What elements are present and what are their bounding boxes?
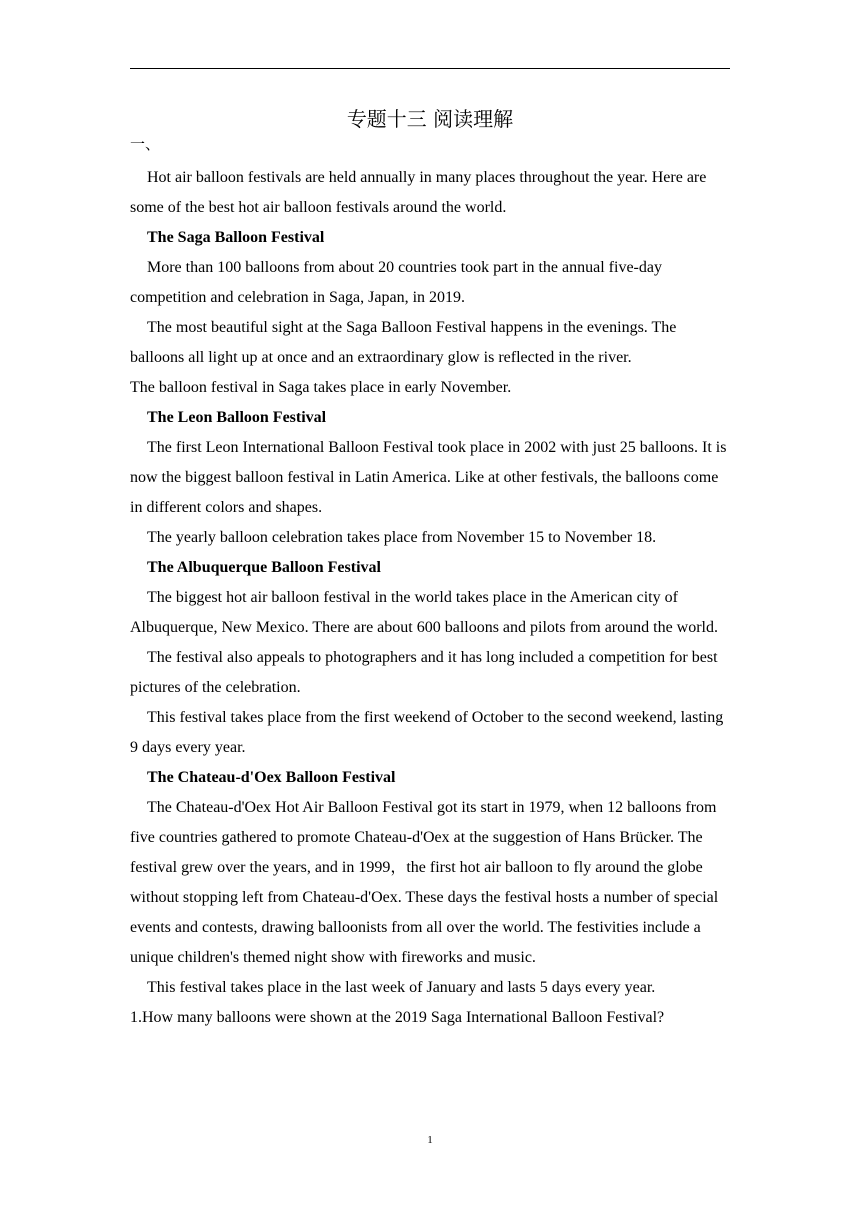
header-rule (130, 68, 730, 69)
paragraph: The yearly balloon celebration takes place from November 15 to November 18. (147, 529, 657, 546)
heading-leon: The Leon Balloon Festival (147, 409, 327, 426)
paragraph: This festival takes place in the last week of January and lasts 5 days every year. (147, 979, 656, 996)
question-1: 1.How many balloons were shown at the 2019 Saga International Balloon Festival? (130, 1009, 665, 1026)
paragraph: The most beautiful sight at the Saga Balloon Festival happens in the evenings. The balloons all light up at once and an extraordinary glow is reflected in the river. (130, 319, 677, 366)
paragraph: The biggest hot air balloon festival in the world takes place in the American city of Albuquerque, New Mexico. There are about 600 balloons and pilots from around the world. (130, 589, 718, 636)
section-label: 一、 (130, 135, 161, 153)
heading-albuquerque: The Albuquerque Balloon Festival (147, 559, 381, 576)
paragraph: This festival takes place from the first weekend of October to the second weekend, lasting 9 days every year. (130, 709, 724, 756)
paragraph: The balloon festival in Saga takes place in early November. (130, 379, 512, 396)
heading-chateau-doex: The Chateau-d'Oex Balloon Festival (147, 769, 396, 786)
page-title: 专题十三 阅读理解 (346, 107, 514, 131)
heading-saga: The Saga Balloon Festival (147, 229, 325, 246)
paragraph: The Chateau-d'Oex Hot Air Balloon Festival got its start in 1979, when 12 balloons from five countries gathered to promote Chateau-d'Oex at the suggestion of Hans Brücker. The festival grew over the years, and in 1999，the first hot air balloon to fly around the globe without stopping left from Chateau-d'Oex. These days the festival hosts a number of special events and contests, drawing balloonists from all over the world. The festivities include a unique children's themed night show with fireworks and music. (130, 799, 719, 966)
paragraph-intro: Hot air balloon festivals are held annually in many places throughout the year. Here are some of the best hot air balloon festivals around the world. (130, 169, 707, 216)
paragraph: The festival also appeals to photographers and it has long included a competition for best pictures of the celebration. (130, 649, 718, 696)
paragraph: More than 100 balloons from about 20 countries took part in the annual five-day competition and celebration in Saga, Japan, in 2019. (130, 259, 662, 306)
page-number: 1 (427, 1134, 433, 1146)
paragraph: The first Leon International Balloon Festival took place in 2002 with just 25 balloons. It is now the biggest balloon festival in Latin America. Like at other festivals, the balloons come in different colors and shapes. (130, 439, 727, 516)
reading-passage (130, 163, 730, 1033)
